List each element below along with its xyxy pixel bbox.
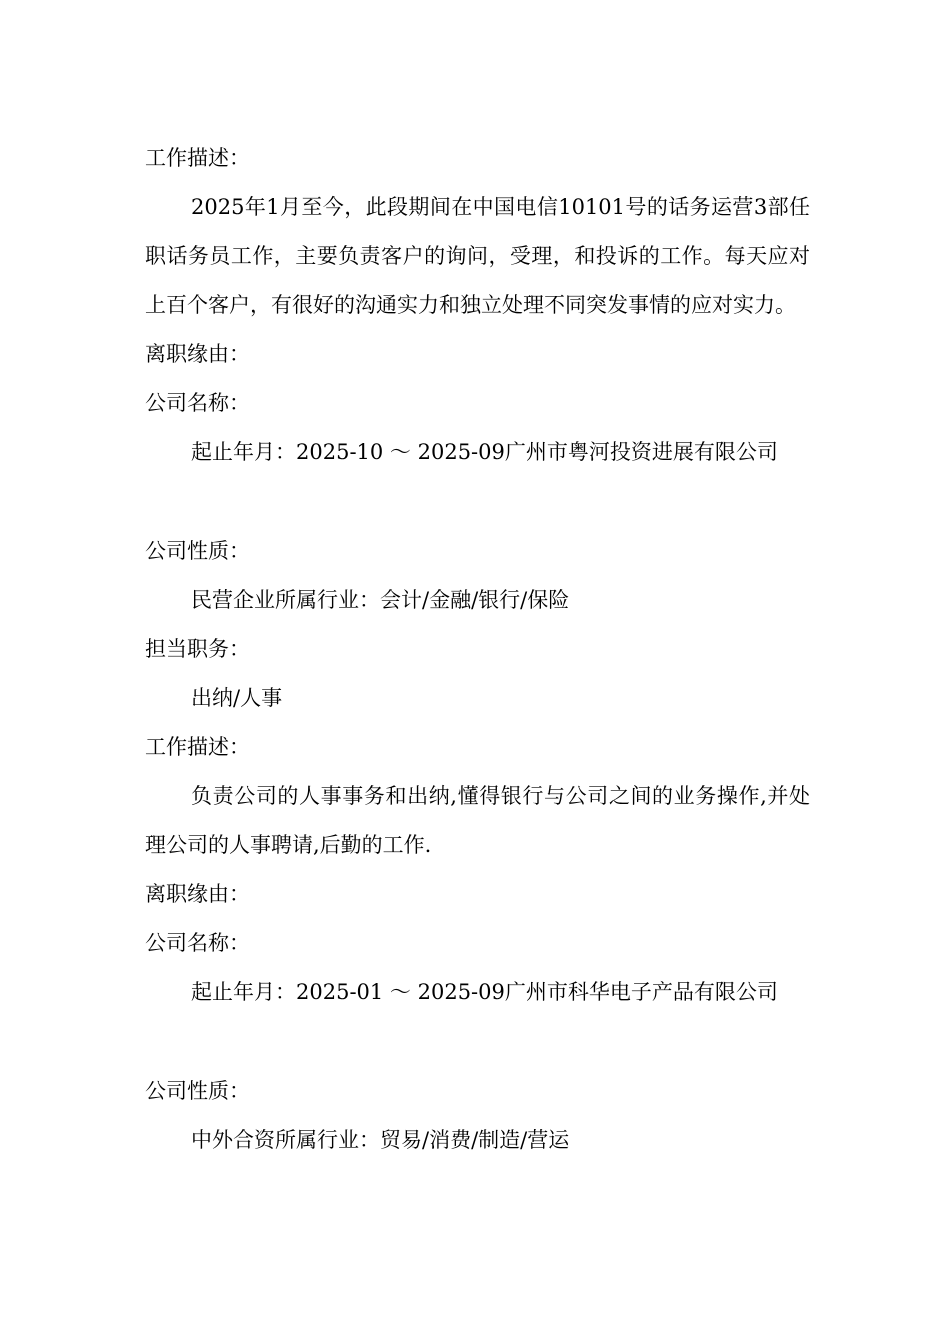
work-description-text: 2025年1月至今，此段期间在中国电信10101号的话务运营3部任职话务员工作，主要负责客户的询问，受理，和投诉的工作。每天应对上百个客户，有很好的沟通实力和独立处理不同突发事情的应对实力。 (145, 195, 810, 317)
company-nature-industry-line: 民营企业所属行业：会计/金融/银行/保险 (191, 588, 570, 612)
leave-reason-label: 离职缘由： (145, 342, 250, 366)
work-description-label: 工作描述： (145, 146, 250, 170)
blank-line (145, 1017, 810, 1067)
work-description-text: 负责公司的人事事务和出纳,懂得银行与公司之间的业务操作,并处理公司的人事聘请,后勤的工作. (145, 784, 810, 857)
company-name-label: 公司名称： (145, 931, 250, 955)
employment-period-line: 起止年月：2025-01 ～ 2025-09广州市科华电子产品有限公司 (191, 980, 778, 1004)
resume-content (145, 134, 810, 1165)
work-description-label: 工作描述： (145, 735, 250, 759)
company-nature-label: 公司性质： (145, 1079, 250, 1103)
company-nature-industry-line: 中外合资所属行业：贸易/消费/制造/营运 (191, 1128, 570, 1152)
employment-period-line: 起止年月：2025-10 ～ 2025-09广州市粤河投资进展有限公司 (191, 440, 778, 464)
company-name-label: 公司名称： (145, 391, 250, 415)
company-nature-label: 公司性质： (145, 539, 250, 563)
leave-reason-label: 离职缘由： (145, 882, 250, 906)
position-label: 担当职务： (145, 637, 250, 661)
position-value: 出纳/人事 (191, 686, 283, 710)
blank-line (145, 477, 810, 527)
